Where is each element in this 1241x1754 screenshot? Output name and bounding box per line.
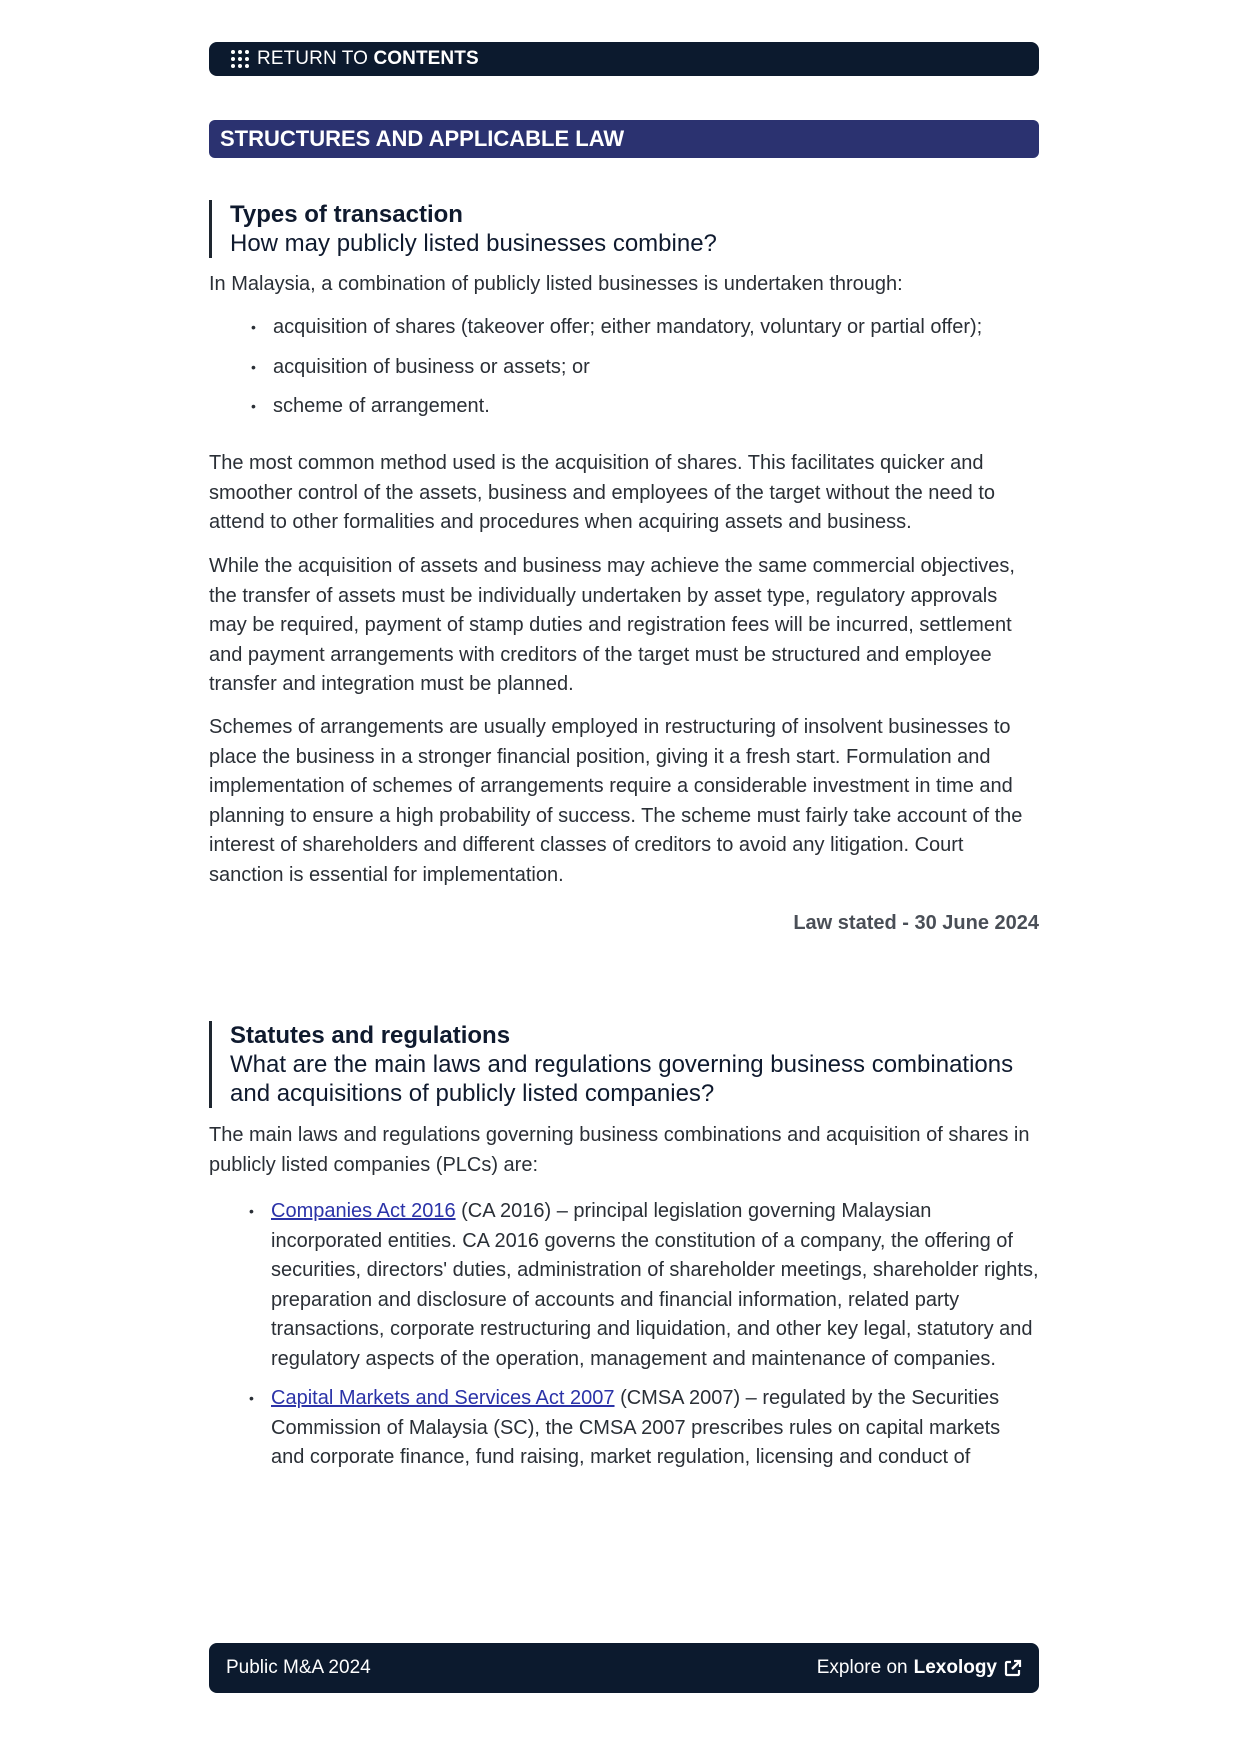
intro-paragraph: In Malaysia, a combination of publicly listed businesses is undertaken through: bbox=[209, 273, 903, 295]
list-item bbox=[249, 1384, 1039, 1473]
body-paragraph: While the acquisition of assets and business may achieve the same commercial objectives, the transfer of assets must be individually undertaken by asset type, regulatory approvals may be required, payment of stamp duties and registration fees will be incurred, settlement and payment arrangements with creditors of the target must be structured and employee transfer and integration must be planned. bbox=[209, 555, 1015, 695]
list-item bbox=[249, 1197, 1039, 1374]
footer-bar bbox=[209, 1643, 1039, 1693]
list-item-text: (CA 2016) – principal legislation governing Malaysian incorporated entities. CA 2016 governs the constitution of a company, the offering of securities, directors' duties, administration of shareholder meetings, shareholder rights, preparation and disclosure of accounts and financial information, related party transactions, corporate restructuring and liquidation, and other key legal, statutory and regulatory aspects of the operation, management and maintenance of companies. bbox=[271, 1200, 1039, 1370]
question-text: How may publicly listed businesses combine? bbox=[230, 230, 717, 257]
section-heading: STRUCTURES AND APPLICABLE LAW bbox=[209, 120, 1039, 158]
transaction-types-list bbox=[251, 313, 1031, 422]
external-link-icon bbox=[1003, 1658, 1023, 1678]
document-page bbox=[209, 0, 1039, 1754]
question-text: What are the main laws and regulations governing business combinations and acquisitions of publicly listed companies? bbox=[230, 1051, 1014, 1107]
list-item-text: (CMSA 2007) – regulated by the Securities Commission of Malaysia (SC), the CMSA 2007 prescribes rules on capital markets and corporate finance, fund raising, market regulation, licensing and conduct of bbox=[271, 1387, 1001, 1468]
grid-menu-icon bbox=[231, 50, 249, 68]
statutes-list bbox=[249, 1197, 1039, 1473]
list-item: • acquisition of shares (takeover offer; either mandatory, voluntary or partial offer); bbox=[251, 313, 1031, 343]
companies-act-link[interactable]: Companies Act 2016 bbox=[271, 1200, 456, 1222]
return-to-contents-button[interactable] bbox=[209, 42, 1039, 76]
cmsa-link[interactable]: Capital Markets and Services Act 2007 bbox=[271, 1387, 615, 1409]
body-paragraph: Schemes of arrangements are usually employed in restructuring of insolvent businesses to place the business in a stronger financial position, giving it a fresh start. Formulation and implementation of schemes of arrangements require a considerable investment in time and planning to ensure a high probability of success. The scheme must fairly take account of the interest of shareholders and different classes of creditors to avoid any litigation. Court sanction is essential for implementation. bbox=[209, 716, 1023, 886]
explore-on-lexology-link[interactable] bbox=[817, 1657, 1023, 1679]
lexology-brand: Lexology bbox=[913, 1657, 997, 1678]
question-heading-types bbox=[209, 200, 1039, 258]
question-title: Types of transaction bbox=[230, 201, 463, 228]
body-paragraph: The most common method used is the acquisition of shares. This facilitates quicker and smoother control of the assets, business and employees of the target without the need to attend to other formalities and procedures when acquiring assets and business. bbox=[209, 452, 996, 533]
law-stated-date: Law stated - 30 June 2024 bbox=[793, 912, 1039, 934]
question-heading-statutes bbox=[209, 1021, 1039, 1108]
intro-paragraph: The main laws and regulations governing business combinations and acquisition of shares in publicly listed companies (PLCs) are: bbox=[209, 1124, 1030, 1176]
list-item: • scheme of arrangement. bbox=[251, 392, 1031, 422]
return-label: RETURN TO CONTENTS bbox=[257, 48, 479, 69]
list-item: • acquisition of business or assets; or bbox=[251, 353, 1031, 383]
question-title: Statutes and regulations bbox=[230, 1022, 511, 1049]
publication-name: Public M&A 2024 bbox=[226, 1657, 371, 1678]
explore-prefix: Explore on bbox=[816, 1657, 908, 1678]
